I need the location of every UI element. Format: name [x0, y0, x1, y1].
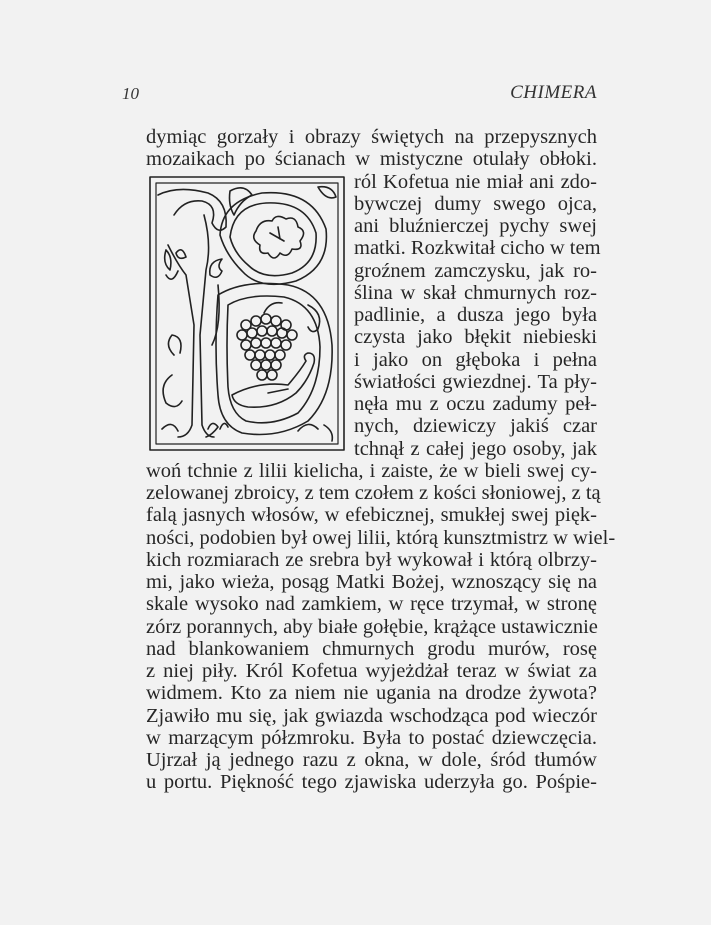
grape-cluster-icon — [237, 303, 297, 380]
text-line: zelowanej zbroicy, z tem czołem z kości słoniowej, z tą — [146, 482, 601, 504]
text-line: mozaikach po ścianach w mistyczne otulały obłoki. — [146, 148, 597, 170]
text-line: groźnem zamczysku, jak ro- — [354, 260, 597, 282]
text-line: matki. Rozkwitał cicho w tem — [354, 237, 601, 259]
text-line: Zjawiło mu się, jak gwiazda wschodząca pod wieczór — [146, 705, 597, 727]
text-line: ślina w skał chmurnych roz- — [354, 282, 597, 304]
text-line: padlinie, a dusza jego była — [354, 304, 597, 326]
text-line: nych, dziewiczy jakiś czar — [354, 415, 597, 437]
text-line: z niej piły. Król Kofetua wyjeżdżał teraz w świat za — [146, 660, 597, 682]
text-line: kich rozmiarach ze srebra był wykował i którą olbrzy- — [146, 549, 597, 571]
text-line: Ujrzał ją jednego razu z okna, w dole, śród tłumów — [146, 749, 597, 771]
text-line: światłości gwiezdnej. Ta pły- — [354, 371, 597, 393]
initial-frame — [150, 177, 344, 450]
text-line: u portu. Piękność tego zjawiska uderzyła go. Pośpie- — [146, 771, 597, 793]
text-line: tchnął z całej jego osoby, jak — [354, 438, 597, 460]
text-line: ról Kofetua nie miał ani zdo- — [354, 171, 597, 193]
text-line: ani bluźnierczej pychy swej — [354, 215, 597, 237]
text-line: mi, jako wieża, posąg Matki Bożej, wznoszący się na — [146, 571, 597, 593]
text-line: nęła mu z oczu zadumy peł- — [354, 393, 597, 415]
text-line: woń tchnie z lilii kielicha, i zaiste, że w bieli swej cy- — [146, 460, 597, 482]
text-line: i jako on głęboka i pełna — [354, 349, 597, 371]
text-line: widmem. Kto za niem nie ugania na drodze żywota? — [146, 682, 597, 704]
text-line: falą jasnych włosów, w efebicznej, smukłej swej pięk- — [146, 504, 597, 526]
ornamental-initial-k — [148, 175, 346, 452]
text-line: dymiąc gorzały i obrazy świętych na przepysznych — [146, 126, 597, 148]
vine-leaf-icon — [254, 216, 304, 258]
text-line: skale wysoko nad zamkiem, w ręce trzymał, w stronę — [146, 593, 597, 615]
k-stem — [168, 215, 214, 437]
text-line: zórz porannych, aby białe gołębie, krążące ustawicznie — [146, 616, 598, 638]
k-upper-bowl — [220, 193, 326, 285]
running-head: CHIMERA — [510, 82, 597, 103]
page-number: 10 — [122, 84, 139, 103]
text-line: ności, podobien był owej lilii, którą kunsztmistrz w wiel- — [146, 527, 616, 549]
text-line: bywczej dumy swego ojca, — [354, 193, 597, 215]
text-line: czysta jako błękit niebieski — [354, 326, 597, 348]
text-line: w marzącym półzmroku. Była to postać dziewczęcia. — [146, 727, 597, 749]
text-line: nad blankowaniem chmurnych grodu murów, rosę — [146, 638, 597, 660]
